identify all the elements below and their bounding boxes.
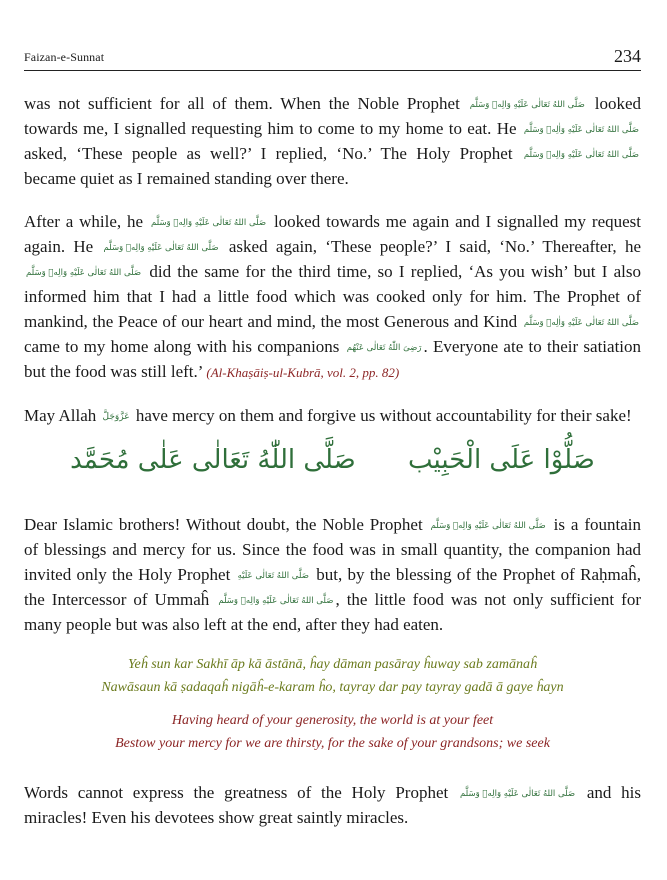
page-header — [24, 40, 641, 71]
salawat-honorific: صَلَّى اللهُ تَعَالٰى عَلَيْهِ — [237, 571, 309, 581]
salawat-honorific: صَلَّى اللهُ تَعَالٰى عَلَيْهِ وَالِهٖ وَسَلَّم — [459, 789, 576, 799]
text-run: Words cannot express the greatness of the Holy Prophet — [24, 783, 449, 802]
radi-allah-honorific: رَضِىَ اللّٰهُ تَعَالٰى عَنْهُم — [346, 343, 422, 353]
text-run: . Everyone ate to their satiation but the food was still left.’ — [24, 337, 642, 381]
text-run: is a fountain of blessings and mercy for us. Since the food was in small quantity, the companion had invited only the Holy Prophet — [24, 515, 642, 584]
text-run: was not sufficient for all of them. When the Noble Prophet — [24, 94, 460, 113]
salawat-honorific: صَلَّى اللهُ تَعَالٰى عَلَيْهِ وَالِهٖ وَسَلَّم — [430, 521, 546, 531]
verse-line: Having heard of your generosity, the world is at your feet — [171, 713, 494, 728]
salawat-honorific: صَلَّى اللهُ تَعَالٰى عَلَيْهِ وَالِهٖ وَسَلَّم — [150, 218, 267, 228]
text-run: and his miracles! Even his devotees show great saintly miracles. — [24, 783, 642, 827]
salawat-honorific: صَلَّى اللهُ تَعَالٰى عَلَيْهِ وَالِهٖ وَسَلَّم — [26, 268, 142, 278]
verse-translation — [24, 711, 641, 754]
salutation-left: صَلُّوْا عَلَى الْحَبِيْب — [408, 445, 595, 475]
salawat-honorific: صَلَّى اللهُ تَعَالٰى عَلَيْهِ وَالِهٖ وَسَلَّم — [218, 596, 334, 606]
salawat-honorific: صَلَّى اللهُ تَعَالٰى عَلَيْهِ وَالِهٖ وَسَلَّم — [469, 100, 585, 110]
text-run: have mercy on them and forgive us without accountability for their sake! — [135, 406, 632, 425]
text-run: asked again, ‘These people?’ I said, ‘No.’ Thereafter, he — [228, 237, 641, 256]
salutation-right: صَلَّى اللّٰهُ تَعَالٰى عَلٰى مُحَمَّد — [70, 445, 356, 475]
text-run: but, by the blessing of the Prophet of Raḥmaĥ, the Intercessor of Ummaĥ — [24, 565, 642, 609]
salawat-honorific: صَلَّى اللهُ تَعَالٰى عَلَيْهِ وَالِهٖ وَسَلَّم — [103, 243, 219, 253]
text-run: May Allah — [24, 406, 97, 425]
verse-line: Yeĥ sun kar Sakhī āp kā āstānā, ĥay dāman pasāray ĥuway sab zamānaĥ — [128, 657, 537, 672]
source-citation: (Al-Khaṣāiṣ-ul-Kubrā, vol. 2, pp. 82) — [206, 365, 400, 380]
text-run: After a while, he — [24, 212, 144, 231]
page-number: 234 — [614, 46, 641, 66]
salawat-honorific: صَلَّى اللهُ تَعَالٰى عَلَيْهِ وَاٰلِهٖ وَسَلَّم — [523, 318, 639, 328]
text-run: looked towards me again and I signalled my request again. He — [24, 212, 641, 256]
text-run: became quiet as I remained standing over there. — [24, 169, 349, 188]
azza-wa-jal-honorific: عَزَّوَجَلَّ — [102, 412, 130, 422]
verse-line: Nawāsaun kā ṣadaqaĥ nigāĥ-e-karam ĥo, tayray dar pay tayray gadā ā gaye ĥayn — [101, 680, 564, 695]
paragraph-4 — [24, 512, 641, 637]
paragraph-5 — [24, 780, 641, 830]
text-run: , the little food was not only sufficient for many people but was also left at the end, after they had eaten. — [24, 590, 641, 634]
body-text — [24, 91, 641, 848]
text-run: looked towards me, I signalled requesting him to come to my home to eat. He — [24, 94, 641, 138]
salawat-honorific: صَلَّى اللهُ تَعَالٰى عَلَيْهِ وَاٰلِهٖ وَسَلَّم — [523, 125, 640, 135]
paragraph-2 — [24, 209, 641, 385]
paragraph-3 — [24, 403, 641, 428]
text-run: asked, ‘These people as well?’ I replied, ‘No.’ The Holy Prophet — [24, 144, 513, 163]
paragraph-1 — [24, 91, 641, 191]
salawat-honorific: صَلَّى اللهُ تَعَالٰى عَلَيْهِ وَالِهٖ وَسَلَّم — [523, 150, 639, 160]
verse-line: Bestow your mercy for we are thirsty, for the sake of your grandsons; we seek — [115, 736, 550, 751]
running-title: Faizan-e-Sunnat — [24, 50, 105, 64]
text-run: did the same for the third time, so I replied, ‘As you wish’ but I also informed him that I had a little food which was cooked only for him. The Prophet of mankind, the Peace of our heart and mind, the most Generous and Kind — [24, 262, 641, 331]
salutation-calligraphy — [24, 445, 641, 482]
text-run: Dear Islamic brothers! Without doubt, the Noble Prophet — [24, 515, 423, 534]
verse-transliteration — [24, 655, 641, 698]
text-run: came to my home along with his companions — [24, 337, 340, 356]
